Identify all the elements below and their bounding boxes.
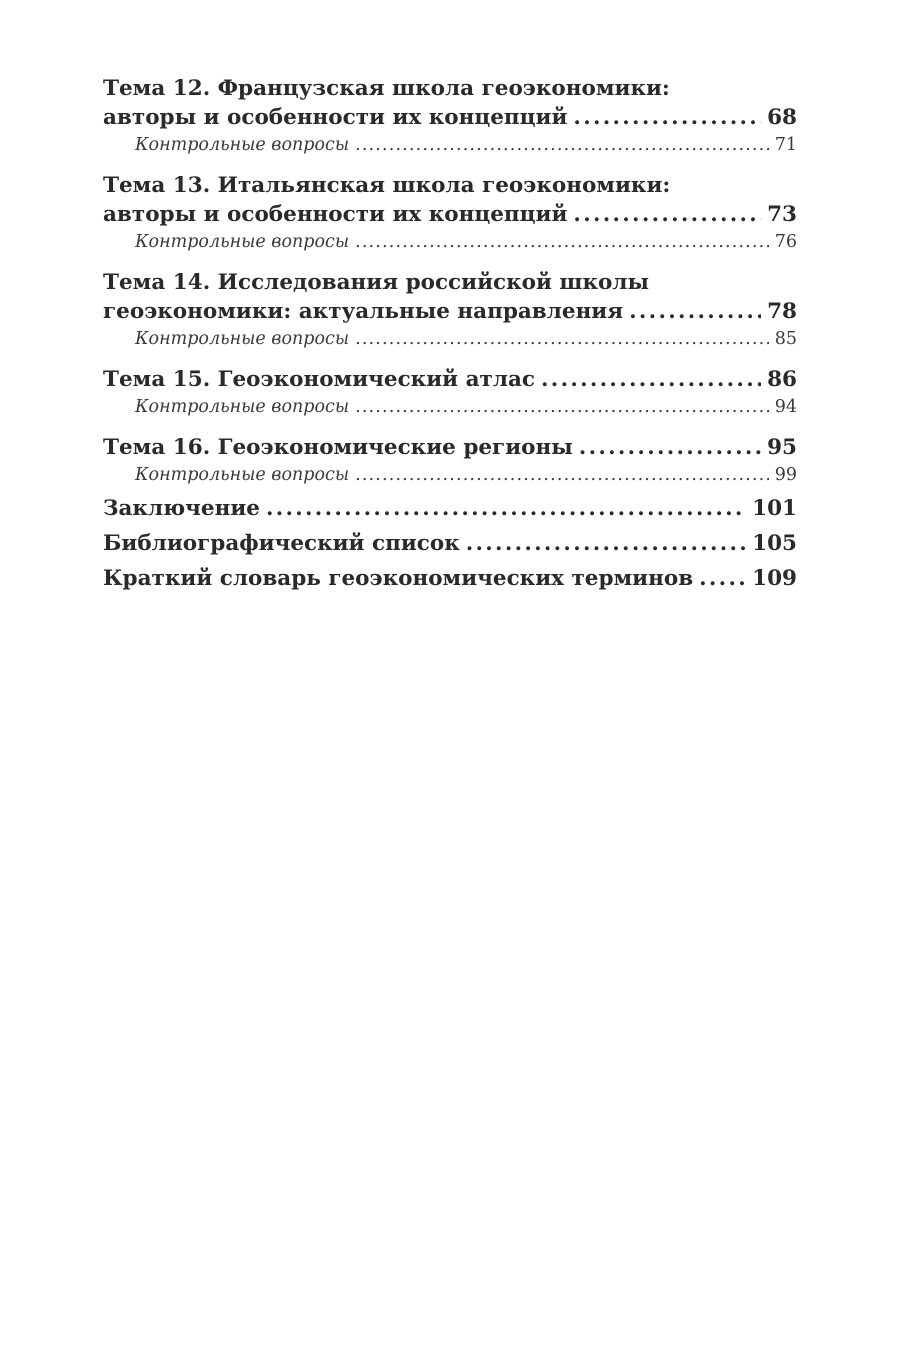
toc-entry-title-line2: геоэкономики: актуальные направления	[103, 299, 624, 324]
toc-subentry-label: Контрольные вопросы	[135, 397, 350, 417]
toc-entry-title-line1: Тема 12. Французская школа геоэкономики:	[103, 76, 670, 101]
toc-entry-title: Краткий словарь геоэкономических терминов	[103, 566, 694, 591]
toc-entry-topic-12	[103, 74, 797, 158]
toc-page-number: 68	[767, 105, 797, 130]
toc-entry-glossary	[103, 564, 797, 593]
toc-entry-title: Тема 16. Геоэкономические регионы	[103, 435, 573, 460]
dot-leader	[466, 529, 746, 558]
dot-leader	[355, 132, 769, 158]
dot-leader	[699, 564, 746, 593]
toc-subentry-questions[interactable]	[103, 132, 797, 158]
toc-entry-topic-16	[103, 433, 797, 488]
toc-entry-row[interactable]	[103, 297, 797, 326]
toc-entry-row[interactable]	[103, 365, 797, 394]
dot-leader	[355, 326, 769, 352]
dot-leader	[629, 297, 761, 326]
toc-entry-row[interactable]	[103, 494, 797, 523]
toc-page-number: 78	[767, 299, 797, 324]
toc-page-number: 105	[752, 531, 797, 556]
toc-entry-bibliography	[103, 529, 797, 558]
toc-entry-row[interactable]	[103, 564, 797, 593]
toc-subentry-label: Контрольные вопросы	[135, 329, 350, 349]
dot-leader	[579, 433, 761, 462]
toc-subentry-questions[interactable]	[103, 326, 797, 352]
toc-entry-row[interactable]	[103, 433, 797, 462]
toc-entry-topic-15	[103, 365, 797, 420]
dot-leader	[355, 229, 769, 255]
toc-entry-topic-13	[103, 171, 797, 255]
toc-entry-row[interactable]	[103, 200, 797, 229]
toc-entry-row[interactable]	[103, 103, 797, 132]
toc-page-number: 95	[767, 435, 797, 460]
dot-leader	[355, 394, 769, 420]
toc-subentry-questions[interactable]	[103, 229, 797, 255]
toc-entry-row[interactable]	[103, 529, 797, 558]
dot-leader	[573, 103, 761, 132]
dot-leader	[541, 365, 761, 394]
toc-entry-title-line1: Тема 13. Итальянская школа геоэкономики:	[103, 173, 671, 198]
toc-page-number: 71	[774, 135, 797, 155]
toc-entry-topic-14	[103, 268, 797, 352]
toc-page-number: 101	[752, 496, 797, 521]
toc-page-number: 73	[767, 202, 797, 227]
toc-page-number: 86	[767, 367, 797, 392]
toc-subentry-questions[interactable]	[103, 394, 797, 420]
toc-subentry-label: Контрольные вопросы	[135, 465, 350, 485]
dot-leader	[573, 200, 761, 229]
toc-page-number: 85	[774, 329, 797, 349]
toc-entry-title-line2: авторы и особенности их концепций	[103, 105, 568, 130]
toc-subentry-questions[interactable]	[103, 462, 797, 488]
toc-page-number: 109	[752, 566, 797, 591]
toc-page-number: 76	[774, 232, 797, 252]
toc-entry-title: Библиографический список	[103, 531, 460, 556]
toc-subentry-label: Контрольные вопросы	[135, 135, 350, 155]
dot-leader	[266, 494, 746, 523]
toc-subentry-label: Контрольные вопросы	[135, 232, 350, 252]
toc-page-number: 99	[774, 465, 797, 485]
toc-entry-title-line1: Тема 14. Исследования российской школы	[103, 270, 650, 295]
toc-entry-title-line2: авторы и особенности их концепций	[103, 202, 568, 227]
toc-entry-conclusion	[103, 494, 797, 523]
toc-page-number: 94	[774, 397, 797, 417]
toc-entry-title: Тема 15. Геоэкономический атлас	[103, 367, 536, 392]
toc-entry-title: Заключение	[103, 496, 260, 521]
dot-leader	[355, 462, 769, 488]
table-of-contents	[103, 74, 797, 593]
